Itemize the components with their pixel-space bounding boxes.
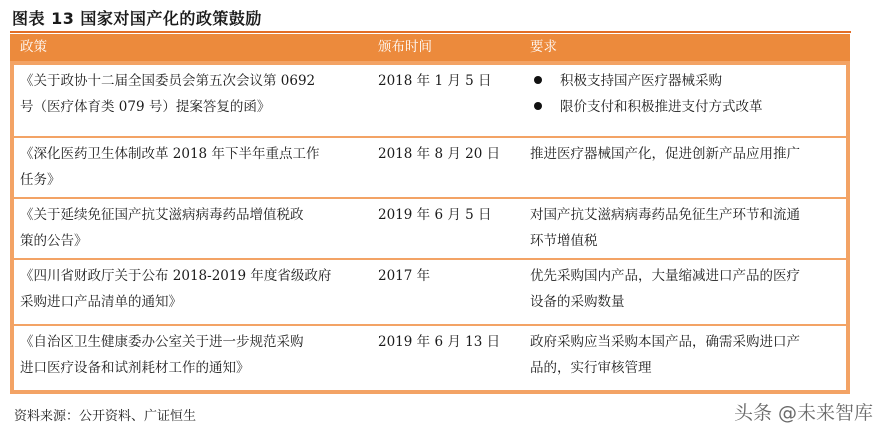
requirement-text: 政府采购应当采购本国产品，确需采购进口产	[530, 334, 800, 350]
bullet-icon	[534, 76, 542, 84]
policy-line: 《四川省财政厅关于公布 2018-2019 年度省级政府	[20, 268, 332, 284]
date-cell	[372, 65, 524, 136]
requirement-text: 优先采购国内产品，大量缩减进口产品的医疗	[530, 268, 800, 284]
table-header	[10, 34, 850, 61]
requirement-text: 环节增值税	[530, 233, 598, 249]
requirement-item	[530, 68, 842, 94]
requirements-cell	[524, 326, 846, 390]
policy-cell	[14, 199, 376, 258]
date-cell	[372, 326, 524, 390]
requirements-cell	[524, 138, 846, 197]
bullet-icon	[534, 102, 542, 110]
policy-line: 《关于延续免征国产抗艾滋病病毒药品增值税政	[20, 207, 304, 223]
policy-line: 策的公告》	[20, 233, 88, 249]
date-text: 2019 年 6 月 5 日	[378, 207, 492, 223]
table-row	[10, 199, 850, 258]
date-cell	[372, 199, 524, 258]
header-requirements: 要求	[530, 39, 557, 55]
requirement-text: 设备的采购数量	[530, 294, 625, 310]
policy-cell	[14, 65, 376, 136]
date-text: 2018 年 1 月 5 日	[378, 73, 492, 89]
requirement-text: 推进医疗器械国产化，促进创新产品应用推广	[530, 146, 800, 162]
figure-title: 图表 13 国家对国产化的政策鼓励	[12, 9, 262, 28]
date-text: 2019 年 6 月 13 日	[378, 334, 501, 350]
policy-line: 《深化医药卫生体制改革 2018 年下半年重点工作	[20, 146, 320, 162]
table-row	[10, 260, 850, 324]
requirement-item	[530, 94, 842, 120]
requirements-cell	[524, 260, 846, 324]
policy-line: 号（医疗体育类 079 号）提案答复的函》	[20, 99, 271, 115]
requirements-cell	[524, 65, 846, 136]
requirement-text: 品的，实行审核管理	[530, 360, 652, 376]
policy-line: 任务》	[20, 172, 61, 188]
requirement-text: 对国产抗艾滋病病毒药品免征生产环节和流通	[530, 207, 800, 223]
requirement-text: 限价支付和积极推进支付方式改革	[560, 99, 763, 115]
watermark: 头条 @未来智库	[733, 402, 873, 424]
policy-cell	[14, 326, 376, 390]
policy-cell	[14, 138, 376, 197]
policy-line: 进口医疗设备和试剂耗材工作的通知》	[20, 360, 250, 376]
header-policy: 政策	[20, 39, 47, 55]
date-cell	[372, 260, 524, 324]
source-note: 资料来源：公开资料、广证恒生	[14, 409, 197, 424]
policy-line: 采购进口产品清单的通知》	[20, 294, 182, 310]
date-text: 2017 年	[378, 268, 431, 284]
policy-line: 《关于政协十二届全国委员会第五次会议第 0692	[20, 73, 316, 89]
policy-line: 《自治区卫生健康委办公室关于进一步规范采购	[20, 334, 304, 350]
table-row	[10, 326, 850, 390]
requirement-text: 积极支持国产医疗器械采购	[560, 73, 722, 89]
date-cell	[372, 138, 524, 197]
date-text: 2018 年 8 月 20 日	[378, 146, 501, 162]
table-row	[10, 138, 850, 197]
header-date: 颁布时间	[378, 39, 432, 55]
title-underline	[10, 31, 851, 33]
policy-cell	[14, 260, 376, 324]
requirements-cell	[524, 199, 846, 258]
policy-table	[10, 34, 850, 394]
table-row	[10, 65, 850, 136]
